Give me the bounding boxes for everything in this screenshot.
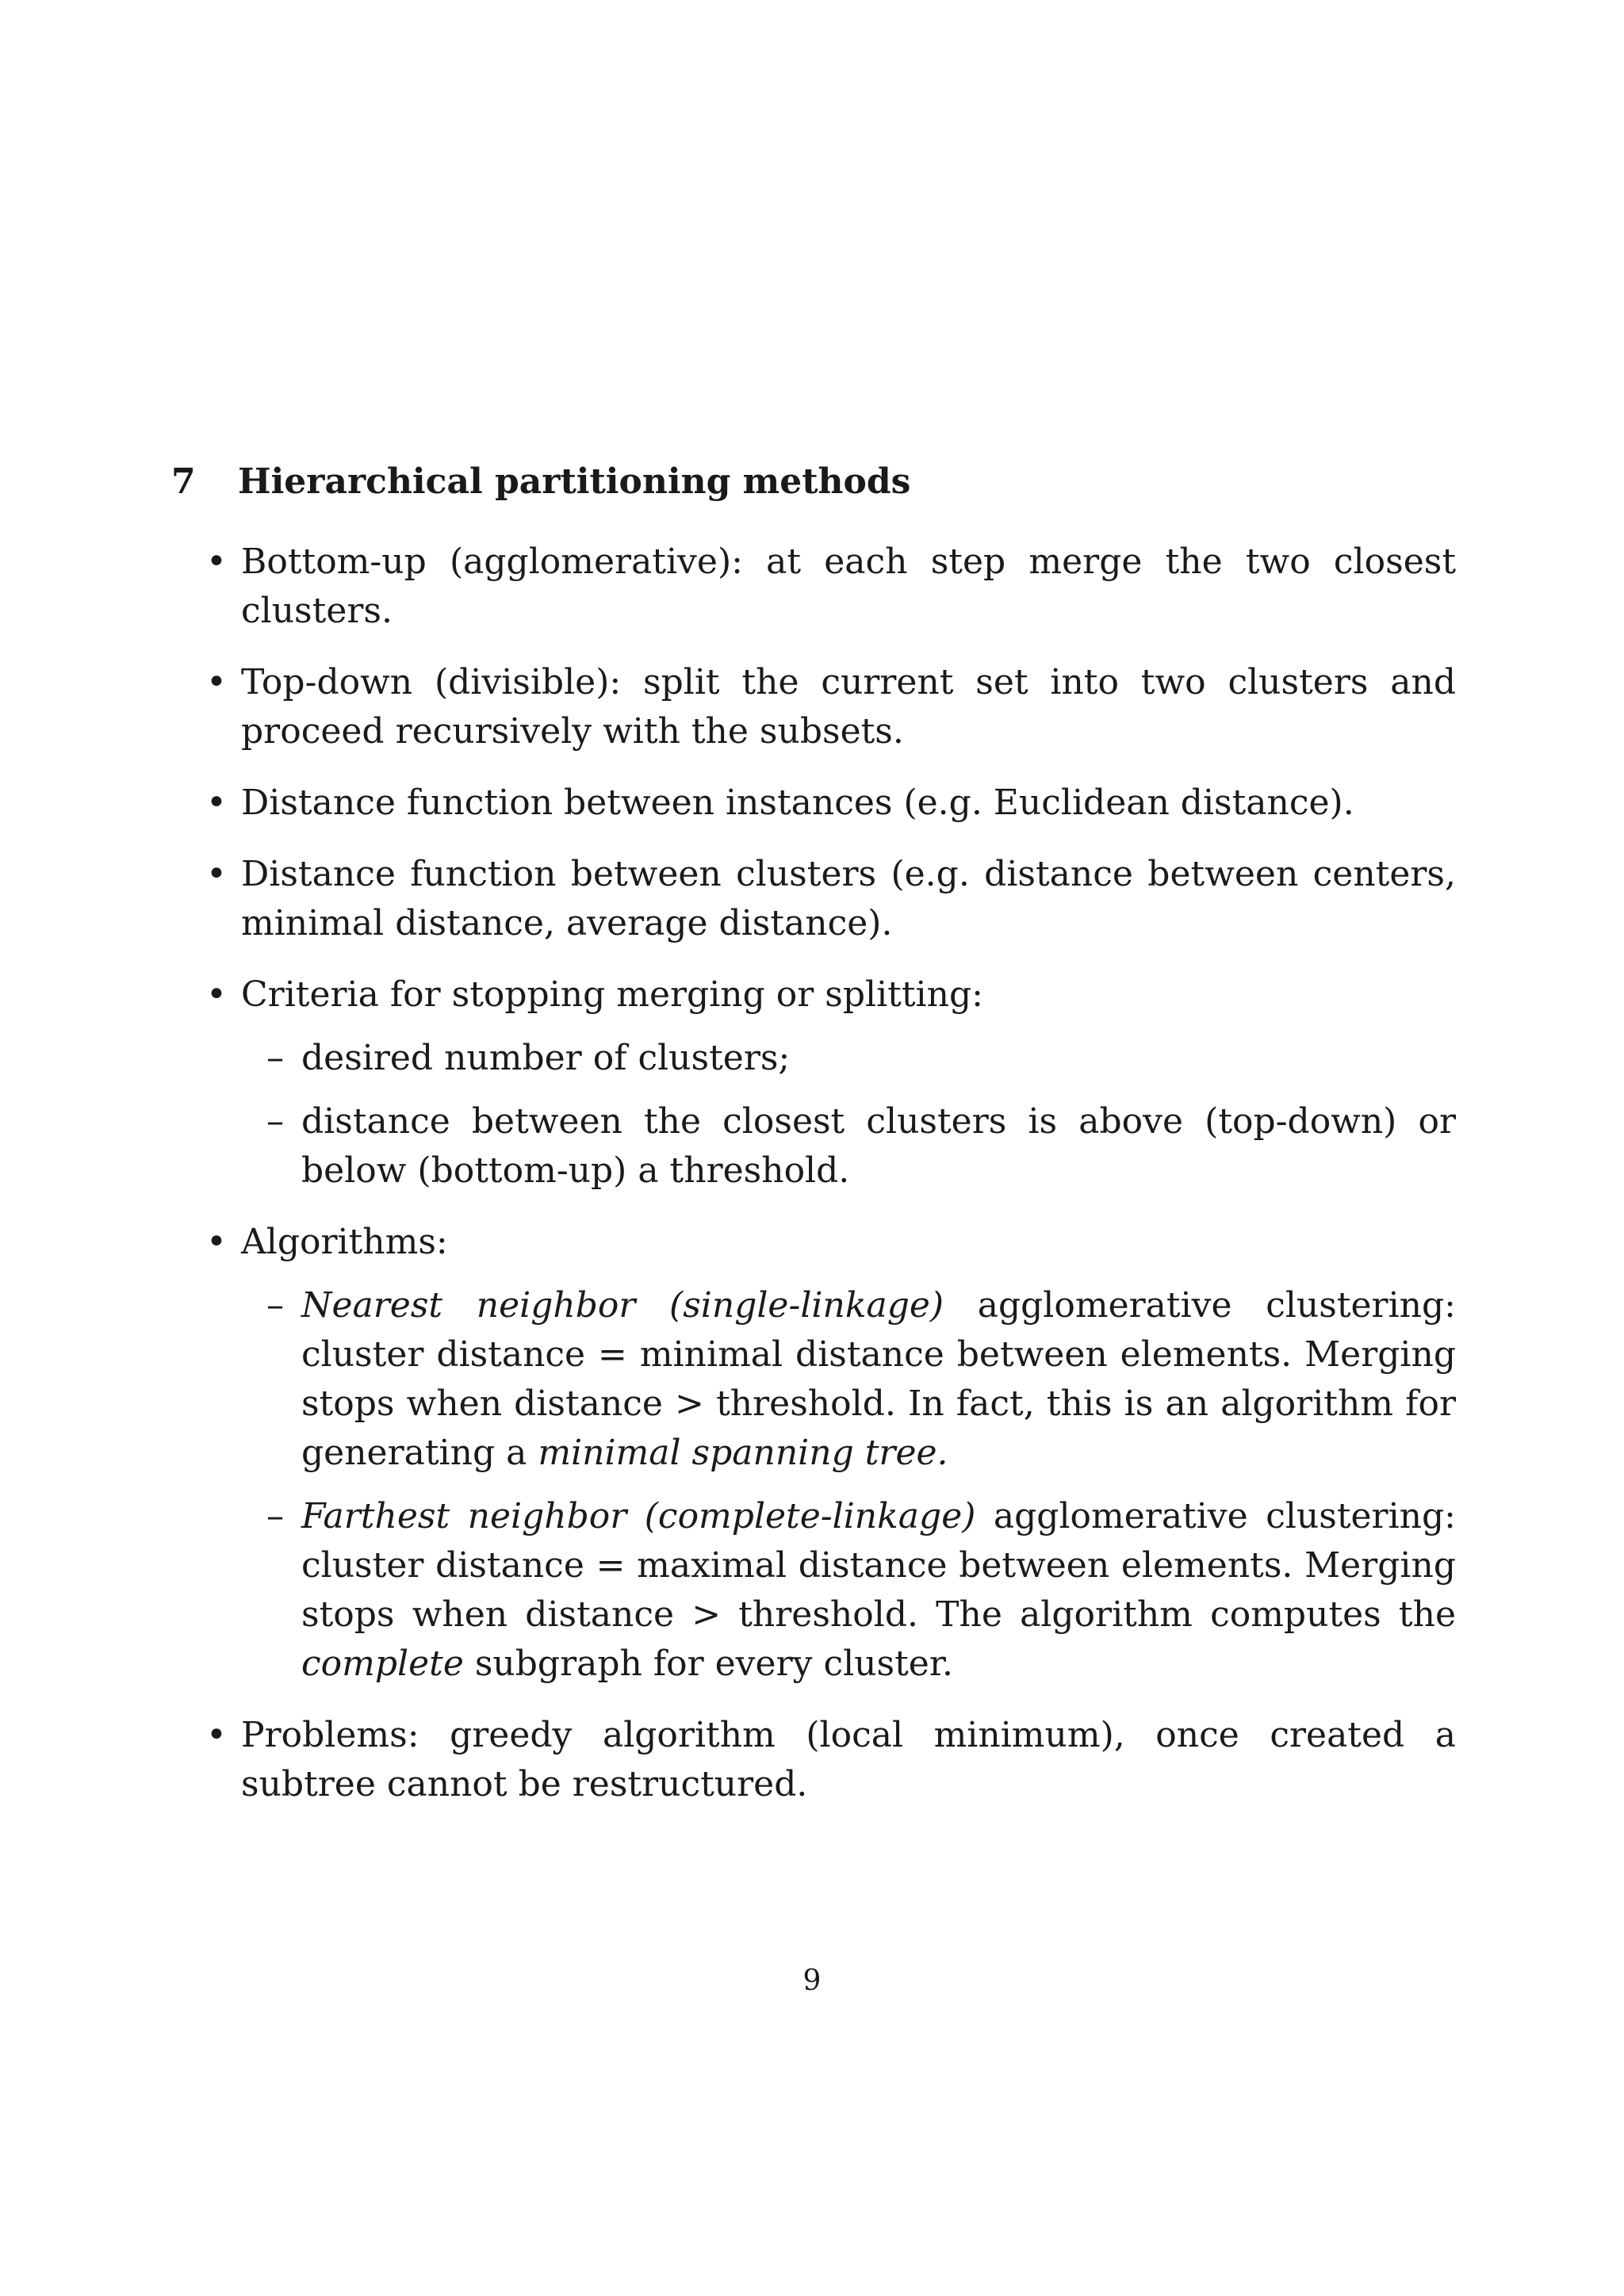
list-item-stopping-criteria [171, 970, 1456, 1196]
algorithm-emphasis: minimal spanning tree. [538, 1433, 948, 1473]
sub-item-desired-number [241, 1034, 1456, 1083]
sub-item-text: distance between the closest clusters is above (top-down) or below (bottom-up) a threshold. [301, 1101, 1456, 1191]
section-title: Hierarchical partitioning methods [238, 461, 911, 502]
item-text: Bottom-up (agglomerative): at each step merge the two closest clusters. [241, 541, 1456, 631]
list-item-cluster-distance [171, 850, 1456, 948]
algorithm-name: Nearest neighbor (single-linkage) [301, 1285, 944, 1326]
bullet-icon: • [206, 541, 227, 582]
section-number: 7 [171, 461, 196, 502]
sub-item-threshold [241, 1097, 1456, 1196]
algorithm-emphasis: complete [301, 1644, 464, 1684]
bullet-icon: • [206, 1222, 227, 1262]
list-item-problems [171, 1711, 1456, 1809]
dash-icon: – [266, 1285, 284, 1326]
item-text: Distance function between clusters (e.g. distance between centers, minimal distance, average distance). [241, 854, 1456, 943]
algorithm-description-end: subgraph for every cluster. [463, 1644, 953, 1684]
sub-item-text: desired number of clusters; [301, 1038, 791, 1078]
section-heading [171, 458, 1456, 506]
item-text: Problems: greedy algorithm (local minimum), once created a subtree cannot be restructured. [241, 1715, 1456, 1804]
page-content [171, 458, 1456, 1831]
bullet-icon: • [206, 662, 227, 702]
list-item-algorithms [171, 1218, 1456, 1689]
item-text: Distance function between instances (e.g. Euclidean distance). [241, 783, 1354, 823]
stopping-criteria-sublist [241, 1034, 1456, 1196]
bullet-icon: • [206, 974, 227, 1015]
bullet-icon: • [206, 1715, 227, 1755]
list-item-top-down [171, 658, 1456, 756]
item-text: Algorithms: [241, 1222, 448, 1262]
dash-icon: – [266, 1038, 284, 1078]
list-item-bottom-up [171, 538, 1456, 636]
algorithm-description: agglomerative clustering: cluster distance = minimal distance between elements. Merging stops when distance > threshold. In fact, this is an algorithm for generating a [301, 1285, 1456, 1473]
bullet-icon: • [206, 854, 227, 894]
dash-icon: – [266, 1496, 284, 1536]
sub-item-nearest-neighbor [241, 1281, 1456, 1478]
algorithms-sublist [241, 1281, 1456, 1689]
item-text: Criteria for stopping merging or splitting: [241, 974, 983, 1015]
algorithm-description: agglomerative clustering: cluster distance = maximal distance between elements. Merging stops when distance > threshold. The algorithm computes the [301, 1496, 1456, 1635]
item-text: Top-down (divisible): split the current set into two clusters and proceed recursively with the subsets. [241, 662, 1456, 752]
list-item-instance-distance [171, 779, 1456, 828]
main-bullet-list [171, 538, 1456, 1809]
sub-item-farthest-neighbor [241, 1492, 1456, 1689]
dash-icon: – [266, 1101, 284, 1142]
algorithm-name: Farthest neighbor (complete-linkage) [301, 1496, 976, 1536]
bullet-icon: • [206, 783, 227, 823]
page-number: 9 [802, 1965, 822, 1997]
